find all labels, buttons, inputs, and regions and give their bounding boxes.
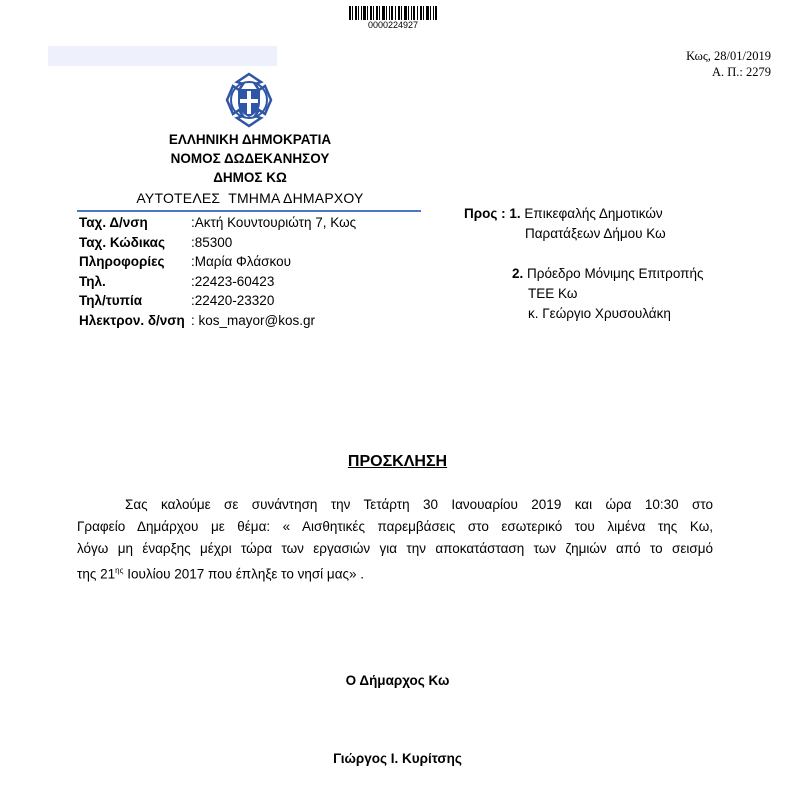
body-line-1: Σας καλούμε σε συνάντηση την Τετάρτη 30 Ιανουαρίου 2019 και ώρα 10:30 στο bbox=[125, 497, 713, 512]
info-value-address: :Ακτή Κουντουριώτη 7, Κως bbox=[191, 215, 357, 230]
document-title: ΠΡΟΣΚΛΗΣΗ bbox=[347, 453, 448, 470]
info-value-fax: :22420-23320 bbox=[191, 293, 275, 308]
header-prefecture: ΝΟΜΟΣ ΔΩΔΕΚΑΝΗΣΟΥ bbox=[170, 151, 330, 166]
invitation-body bbox=[77, 494, 713, 586]
body-line-4-end: Ιουλίου 2017 που έπληξε το νησί μας» . bbox=[123, 566, 365, 582]
recipient-2-line3: κ. Γεώργιο Χρυσουλάκη bbox=[528, 306, 671, 321]
body-line-3: λόγω μη έναρξης μέχρι τώρα των εργασιών για την αποκατάσταση των ζημιών από το σεισμό bbox=[77, 541, 713, 556]
recipient-2-number: 2. bbox=[512, 266, 524, 281]
body-line-4-start: της 21 bbox=[77, 566, 116, 582]
body-line-4-superscript: ης bbox=[115, 566, 124, 575]
info-value-postcode: :85300 bbox=[191, 235, 233, 250]
date-block bbox=[686, 48, 771, 80]
document-date: Κως, 28/01/2019 bbox=[686, 49, 771, 63]
signature-name: Γιώργος Ι. Κυρίτσης bbox=[333, 751, 462, 766]
info-value-phone: :22423-60423 bbox=[191, 274, 275, 289]
greek-emblem-icon bbox=[221, 72, 277, 128]
recipient-2-line1: Πρόεδρο Μόνιμης Επιτροπής bbox=[527, 266, 704, 281]
info-label-fax: Τηλ/τυπία bbox=[79, 293, 143, 308]
document-title-wrap bbox=[0, 453, 795, 471]
barcode-number: 0000224927 bbox=[367, 20, 419, 30]
info-label-address: Ταχ. Δ/νση bbox=[79, 215, 148, 230]
barcode-image bbox=[349, 6, 437, 20]
header-country: ΕΛΛΗΝΙΚΗ ΔΗΜΟΚΡΑΤΙΑ bbox=[168, 132, 332, 147]
recipient-1-line2: Παρατάξεων Δήμου Κω bbox=[525, 226, 666, 241]
recipient-1-number: 1. bbox=[509, 206, 521, 221]
info-label-phone: Τηλ. bbox=[79, 274, 106, 289]
header-municipality: ΔΗΜΟΣ ΚΩ bbox=[213, 170, 287, 185]
header-divider bbox=[77, 210, 421, 212]
info-label-contact: Πληροφορίες bbox=[79, 254, 165, 269]
info-value-contact: :Μαρία Φλάσκου bbox=[191, 254, 291, 269]
info-label-postcode: Ταχ. Κώδικας bbox=[79, 235, 165, 250]
redacted-field bbox=[48, 46, 277, 66]
info-label-email: Ηλεκτρον. δ/νση bbox=[79, 313, 185, 328]
header-department: ΑΥΤΟΤΕΛΕΣ ΤΜΗΜΑ ΔΗΜΑΡΧΟΥ bbox=[136, 190, 364, 206]
recipients-prefix: Προς : bbox=[464, 206, 506, 221]
recipient-1-line1: Επικεφαλής Δημοτικών bbox=[524, 206, 663, 221]
recipient-2-line2: ΤΕΕ Κω bbox=[528, 286, 578, 301]
info-value-email: : kos_mayor@kos.gr bbox=[191, 313, 315, 328]
recipients-block bbox=[464, 204, 703, 324]
body-line-2: Γραφείο Δημάρχου με θέμα: « Αισθητικές παρεμβάσεις στο εσωτερικό του λιμένα της Κω, bbox=[77, 519, 713, 534]
body-line-4 bbox=[77, 560, 713, 586]
signature-role: Ο Δήμαρχος Κω bbox=[345, 673, 450, 688]
protocol-number: Α. Π.: 2279 bbox=[711, 65, 771, 79]
